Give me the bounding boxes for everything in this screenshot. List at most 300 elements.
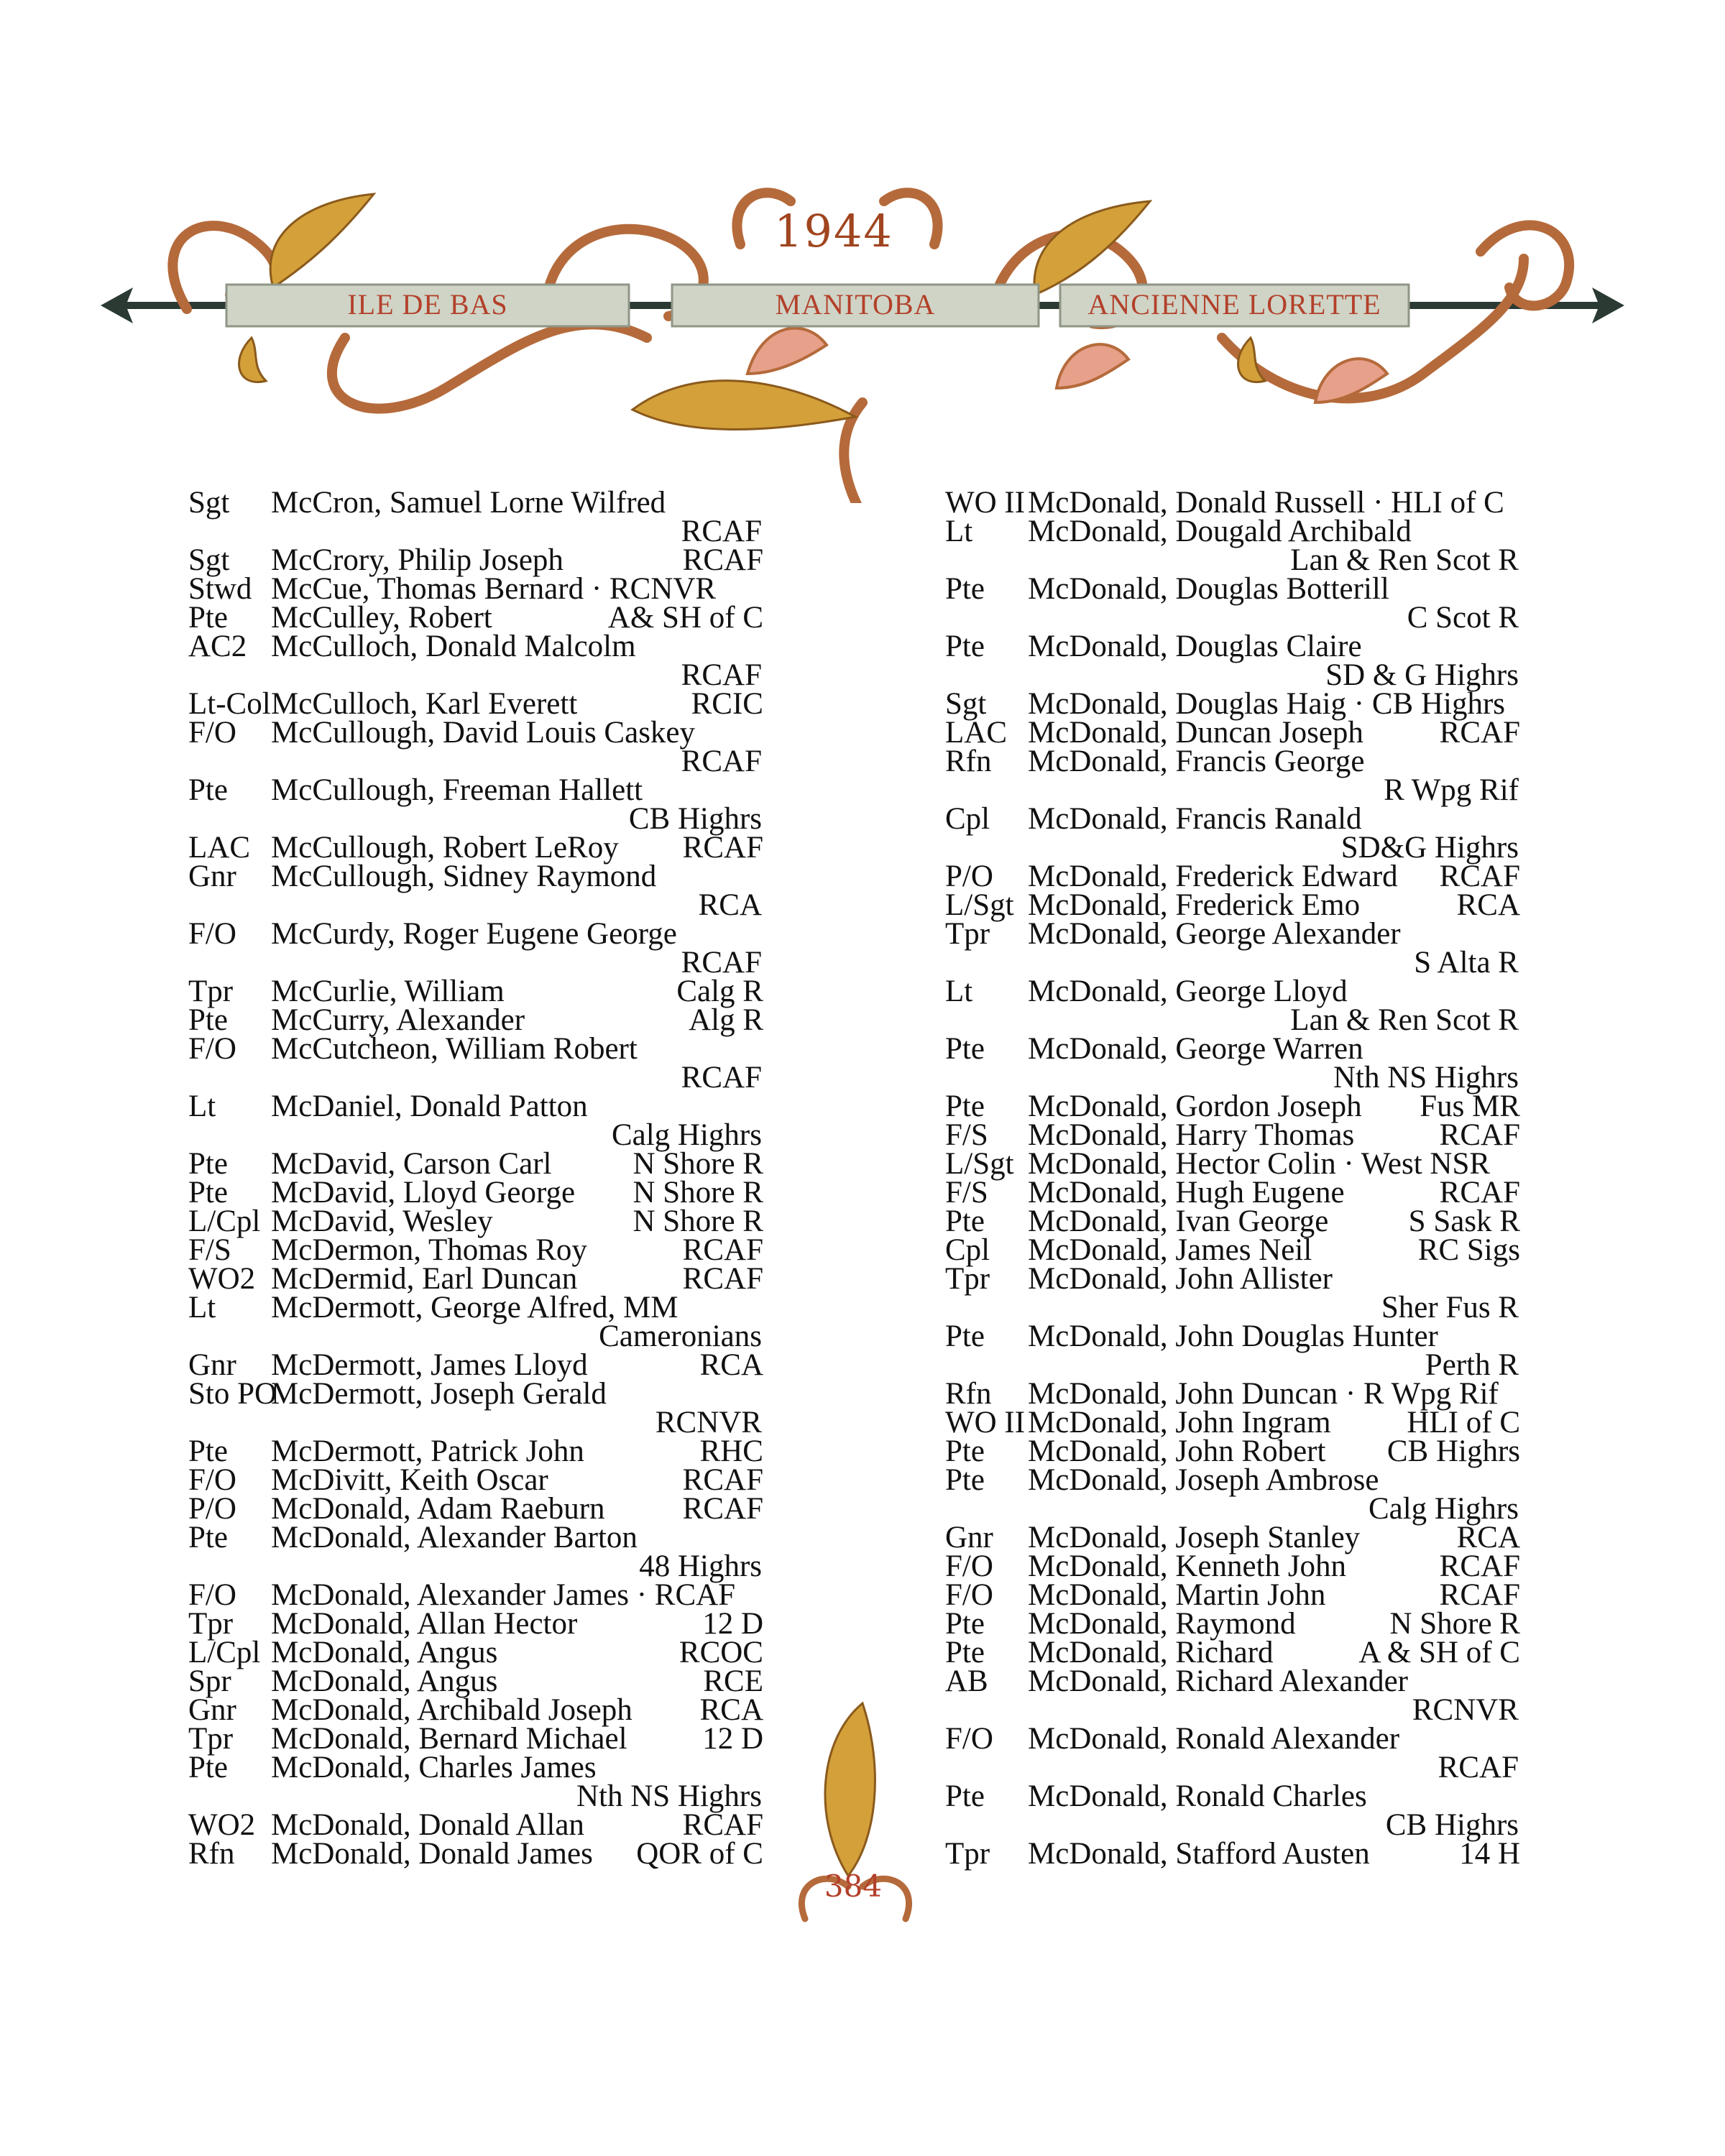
- roll-entry: [945, 517, 1520, 575]
- entry-rank: F/S: [945, 1176, 988, 1210]
- entry-unit: [1513, 1667, 1520, 1696]
- bottom-horn: [825, 1703, 875, 1876]
- entry-name: McDonald, Donald Russell · HLI of C: [1028, 486, 1504, 520]
- entry-name: McCullough, Freeman Hallett: [271, 773, 643, 807]
- page-ornament: [776, 1696, 934, 1940]
- entry-unit: [756, 1092, 763, 1121]
- entry-rank: WO2: [188, 1262, 256, 1296]
- roll-entry: [188, 773, 763, 836]
- entry-unit: RCAF: [682, 1262, 763, 1296]
- entry-unit: [756, 575, 763, 604]
- entry-name: McDonald, George Lloyd: [1028, 975, 1348, 1008]
- entry-name: McDonald, George Alexander: [1028, 917, 1401, 951]
- entry-rank: Pte: [945, 1089, 985, 1123]
- entry-name: McCulloch, Donald Malcolm: [271, 630, 636, 663]
- entry-rank: Lt: [188, 1089, 216, 1123]
- entry-unit: [1513, 920, 1520, 949]
- entry-rank: Pte: [945, 1636, 985, 1669]
- roll-entry: [188, 1377, 763, 1439]
- roll-entry: [188, 601, 763, 635]
- entry-rank: Pte: [945, 630, 985, 663]
- roll-entry: [188, 1089, 763, 1152]
- fleur-left: [239, 338, 266, 382]
- roll-entry: [945, 1463, 1520, 1526]
- entry-rank: Pte: [188, 773, 228, 807]
- roll-entry: [188, 1291, 763, 1353]
- entry-rank: Tpr: [188, 1607, 234, 1641]
- entry-name: McCullough, Sidney Raymond: [271, 860, 657, 893]
- entry-name: McCurdy, Roger Eugene George: [271, 917, 677, 951]
- roll-entry: [188, 1434, 763, 1468]
- entry-rank: Pte: [945, 1607, 985, 1641]
- roll-entry: [945, 1521, 1520, 1554]
- entry-name: McDonald, Ivan George: [1028, 1204, 1329, 1238]
- roll-entry: [188, 862, 763, 920]
- entry-unit: RCAF: [682, 543, 763, 577]
- roll-entry: [188, 1751, 763, 1813]
- roll-entry: [945, 747, 1520, 805]
- roll-entry: [188, 1233, 763, 1267]
- roll-entry: [188, 1607, 763, 1641]
- entry-name: McDonald, Raymond: [1028, 1607, 1296, 1641]
- entry-name: McDonald, Harry Thomas: [1028, 1118, 1355, 1152]
- entry-unit: N Shore R: [1389, 1607, 1520, 1641]
- entry-rank: L/Cpl: [188, 1204, 261, 1238]
- entry-rank: F/S: [188, 1233, 231, 1267]
- roll-entry: [188, 1176, 763, 1210]
- entry-name: McDonald, Douglas Claire: [1028, 630, 1362, 663]
- entry-unit: HLI of C: [1407, 1406, 1520, 1439]
- red-leaf-1: [748, 328, 827, 374]
- entry-unit: [1513, 1466, 1520, 1495]
- entry-name: McCurlie, William: [271, 975, 505, 1008]
- entry-name: McDonald, Adam Raeburn: [271, 1492, 605, 1526]
- entry-rank: Lt: [945, 515, 973, 548]
- entry-unit-continued: CB Highrs: [1385, 1808, 1519, 1842]
- entry-unit-continued: RCA: [698, 888, 762, 922]
- entry-name: McDavid, Carson Carl: [271, 1147, 552, 1181]
- roll-entry: [945, 1722, 1520, 1784]
- entry-rank: Tpr: [188, 975, 234, 1008]
- entry-name: McDonald, Archibald Joseph: [271, 1693, 632, 1727]
- entry-unit: RCAF: [682, 1492, 763, 1526]
- entry-unit: [1513, 977, 1520, 1006]
- roll-entry: [188, 1147, 763, 1181]
- entry-name: McCulley, Robert: [271, 601, 492, 635]
- roll-entry: [188, 1492, 763, 1526]
- entry-unit: [1513, 805, 1520, 834]
- entry-unit: [1513, 1725, 1520, 1754]
- entry-rank: LAC: [188, 831, 250, 865]
- roll-entry: [945, 687, 1520, 721]
- ribbon-label-manitoba: MANITOBA: [775, 288, 936, 321]
- entry-name: McDermott, Joseph Gerald: [271, 1377, 607, 1411]
- entry-rank: Cpl: [945, 802, 990, 836]
- roll-entry: [945, 1204, 1520, 1238]
- roll-entry: [188, 1521, 763, 1583]
- roll-entry: [188, 543, 763, 577]
- roll-entry: [945, 1578, 1520, 1612]
- entry-unit-continued: RCNVR: [1412, 1693, 1519, 1727]
- entry-unit-continued: RCNVR: [655, 1406, 762, 1439]
- ribbon-label-ancienne-lorette: ANCIENNE LORETTE: [1087, 288, 1381, 321]
- entry-unit: [756, 1754, 763, 1782]
- entry-unit: 12 D: [702, 1607, 763, 1641]
- entry-name: McDonald, Martin John: [1028, 1578, 1326, 1612]
- entry-name: McDonald, Gordon Joseph: [1028, 1089, 1362, 1123]
- roll-entry: [945, 862, 1520, 891]
- roll-entry: [945, 486, 1520, 520]
- entry-unit-continued: RCAF: [681, 1061, 762, 1095]
- entry-unit: [1513, 517, 1520, 546]
- entry-unit: [756, 719, 763, 747]
- roll-entry: [945, 1233, 1520, 1267]
- entry-unit-continued: RCAF: [681, 515, 762, 548]
- entry-rank: F/O: [945, 1578, 993, 1612]
- entry-rank: Pte: [945, 1319, 985, 1353]
- roll-entry: [945, 1377, 1520, 1411]
- roll-entry: [945, 1664, 1520, 1727]
- entry-name: McCrory, Philip Joseph: [271, 543, 564, 577]
- entry-rank: WO II: [945, 486, 1026, 520]
- entry-rank: Pte: [188, 601, 228, 635]
- entry-rank: F/O: [188, 1463, 236, 1497]
- entry-rank: P/O: [188, 1492, 236, 1526]
- entry-name: McCullough, Robert LeRoy: [271, 831, 619, 865]
- entry-name: McDermon, Thomas Roy: [271, 1233, 587, 1267]
- entry-name: McDonald, Frederick Edward: [1028, 860, 1398, 893]
- roll-entry: [945, 977, 1520, 1035]
- roll-entry: [188, 1808, 763, 1842]
- entry-rank: Rfn: [945, 745, 992, 778]
- entry-rank: Lt: [945, 975, 973, 1008]
- entry-name: McCulloch, Karl Everett: [271, 687, 578, 721]
- cornucopia-horn: [632, 381, 855, 430]
- entry-rank: LAC: [945, 716, 1007, 750]
- entry-unit: RCAF: [1439, 716, 1520, 750]
- entry-unit-continued: Lan & Ren Scot R: [1290, 1003, 1519, 1037]
- entry-name: McDonald, Francis George: [1028, 745, 1365, 778]
- entry-rank: Gnr: [945, 1521, 993, 1554]
- entry-unit: N Shore R: [632, 1147, 763, 1181]
- entry-unit: QOR of C: [636, 1837, 763, 1871]
- roll-entry: [945, 802, 1520, 865]
- entry-unit: RCE: [703, 1664, 763, 1698]
- red-leaf-2: [1057, 344, 1128, 388]
- entry-unit-continued: Calg Highrs: [611, 1118, 762, 1152]
- entry-unit: RCAF: [682, 1808, 763, 1842]
- entry-unit: RCAF: [682, 1463, 763, 1497]
- entry-unit: RCOC: [678, 1636, 763, 1669]
- entry-unit: [756, 489, 763, 517]
- entry-rank: Pte: [945, 1032, 985, 1066]
- entry-rank: F/O: [188, 917, 236, 951]
- entry-name: McDonald, Joseph Stanley: [1028, 1521, 1361, 1554]
- entry-unit: RC Sigs: [1417, 1233, 1520, 1267]
- entry-unit: RCA: [1456, 888, 1520, 922]
- entry-rank: Pte: [188, 1176, 228, 1210]
- entry-unit: [1513, 575, 1520, 604]
- entry-rank: Pte: [188, 1434, 228, 1468]
- roll-entry: [188, 572, 763, 606]
- header-banner: [0, 0, 1725, 503]
- roll-entry: [945, 888, 1520, 922]
- roll-entry: [188, 1463, 763, 1497]
- entry-unit: 12 D: [702, 1722, 763, 1756]
- entry-unit: [756, 1524, 763, 1552]
- roll-entry: [188, 1837, 763, 1871]
- page-number: 384: [824, 1869, 883, 1904]
- entry-unit: N Shore R: [632, 1176, 763, 1210]
- entry-unit: RCAF: [682, 831, 763, 865]
- entry-unit: RCAF: [682, 1233, 763, 1267]
- roll-entry: [188, 486, 763, 548]
- entry-rank: Pte: [188, 1147, 228, 1181]
- entry-rank: Tpr: [188, 1722, 234, 1756]
- entry-rank: AB: [945, 1664, 988, 1698]
- entry-name: McDonald, Alexander Barton: [271, 1521, 638, 1554]
- roll-entry: [945, 917, 1520, 980]
- entry-name: McDermott, Patrick John: [271, 1434, 584, 1468]
- roll-entry: [945, 1118, 1520, 1152]
- entry-unit: [1513, 1380, 1520, 1409]
- entry-rank: F/O: [188, 1578, 236, 1612]
- roll-entry: [188, 917, 763, 980]
- roll-entry: [188, 1003, 763, 1037]
- roll-entry: [188, 687, 763, 721]
- entry-name: McDonald, Bernard Michael: [271, 1722, 627, 1756]
- entry-rank: Pte: [945, 1779, 985, 1813]
- entry-name: McDonald, John Robert: [1028, 1434, 1326, 1468]
- entry-unit-continued: Perth R: [1425, 1348, 1519, 1382]
- entry-rank: Rfn: [945, 1377, 992, 1411]
- entry-unit: RCAF: [1439, 1578, 1520, 1612]
- entry-rank: Pte: [945, 1463, 985, 1497]
- entry-rank: Gnr: [188, 860, 236, 893]
- wheat-leaf-right: [1034, 201, 1150, 295]
- entry-name: McDonald, James Neil: [1028, 1233, 1312, 1267]
- entry-name: McDonald, Richard: [1028, 1636, 1274, 1669]
- entry-unit-continued: RCAF: [681, 745, 762, 778]
- entry-name: McDonald, Douglas Botterill: [1028, 572, 1389, 606]
- entry-unit: [1513, 1322, 1520, 1351]
- entry-rank: Sgt: [188, 543, 230, 577]
- entry-name: McDonald, Allan Hector: [271, 1607, 578, 1641]
- roll-entry: [945, 1549, 1520, 1583]
- entry-name: McDermid, Earl Duncan: [271, 1262, 578, 1296]
- entry-name: McDonald, Kenneth John: [1028, 1549, 1347, 1583]
- entry-rank: Sgt: [945, 687, 987, 721]
- entry-name: McDonald, John Ingram: [1028, 1406, 1331, 1439]
- entry-unit: A& SH of C: [607, 601, 763, 635]
- entry-rank: Pte: [945, 1204, 985, 1238]
- entry-name: McDonald, Hector Colin · West NSR: [1028, 1147, 1491, 1181]
- roll-entry: [188, 1578, 763, 1612]
- entry-unit: [1513, 747, 1520, 776]
- roll-entry: [945, 1406, 1520, 1439]
- entry-unit: CB Highrs: [1386, 1434, 1520, 1468]
- entry-unit-continued: Sher Fus R: [1381, 1291, 1519, 1325]
- roll-entry: [945, 716, 1520, 750]
- entry-unit: RCAF: [1439, 860, 1520, 893]
- entry-name: McDonald, Joseph Ambrose: [1028, 1463, 1379, 1497]
- entry-name: McDivitt, Keith Oscar: [271, 1463, 548, 1497]
- entry-rank: Pte: [188, 1521, 228, 1554]
- roll-entry: [188, 1032, 763, 1095]
- entry-name: McDonald, Donald Allan: [271, 1808, 584, 1842]
- entry-unit: Calg R: [676, 975, 763, 1008]
- roll-entry: [188, 1693, 763, 1727]
- entry-unit: RCA: [699, 1693, 763, 1727]
- entry-rank: F/O: [188, 1032, 236, 1066]
- entry-rank: F/O: [945, 1722, 993, 1756]
- entry-name: McDonald, Angus: [271, 1664, 498, 1698]
- entry-rank: Lt-Col: [188, 687, 271, 721]
- entry-unit-continued: SD & G Highrs: [1325, 658, 1519, 692]
- wheat-leaf-left: [270, 194, 374, 287]
- roll-entry: [945, 1262, 1520, 1325]
- entry-name: McCron, Samuel Lorne Wilfred: [271, 486, 666, 520]
- entry-name: McDonald, John Douglas Hunter: [1028, 1319, 1438, 1353]
- entry-name: McDavid, Wesley: [271, 1204, 493, 1238]
- entry-unit: [756, 862, 763, 891]
- roll-entry: [945, 1837, 1520, 1871]
- entry-rank: Gnr: [188, 1348, 236, 1382]
- entry-unit: [1513, 489, 1520, 517]
- roll-entry: [188, 1722, 763, 1756]
- entry-unit-continued: 48 Highrs: [639, 1549, 762, 1583]
- roll-entry: [945, 1779, 1520, 1842]
- roll-entry: [945, 572, 1520, 635]
- entry-name: McDonald, John Duncan · R Wpg Rif: [1028, 1377, 1499, 1411]
- roll-entry: [945, 1032, 1520, 1095]
- entry-rank: WO II: [945, 1406, 1026, 1439]
- entry-unit: [756, 1581, 763, 1610]
- roll-entry: [188, 1262, 763, 1296]
- roll-entry: [945, 1607, 1520, 1641]
- entry-rank: Tpr: [945, 917, 990, 951]
- entry-rank: Pte: [188, 1003, 228, 1037]
- roll-entry: [188, 1636, 763, 1669]
- entry-rank: Rfn: [188, 1837, 235, 1871]
- entry-name: McDonald, Ronald Charles: [1028, 1779, 1367, 1813]
- entry-name: McDonald, John Allister: [1028, 1262, 1333, 1296]
- entry-unit-continued: RCAF: [681, 658, 762, 692]
- entry-unit: A & SH of C: [1358, 1636, 1520, 1669]
- entry-unit: RCA: [1456, 1521, 1520, 1554]
- entry-unit: [1513, 1035, 1520, 1064]
- entry-rank: Pte: [945, 1434, 985, 1468]
- entry-name: McDermott, James Lloyd: [271, 1348, 588, 1382]
- entry-unit: [756, 920, 763, 949]
- entry-unit-continued: C Scot R: [1407, 601, 1519, 635]
- roll-entry: [188, 716, 763, 778]
- roll-entry: [945, 1147, 1520, 1181]
- entry-unit: S Sask R: [1408, 1204, 1520, 1238]
- entry-unit: [1513, 690, 1520, 719]
- entry-rank: L/Cpl: [188, 1636, 261, 1669]
- entry-name: McDonald, Charles James: [271, 1751, 597, 1784]
- entry-unit: [756, 1035, 763, 1064]
- entry-name: McDavid, Lloyd George: [271, 1176, 576, 1210]
- entry-name: McDonald, George Warren: [1028, 1032, 1363, 1066]
- entry-name: McDonald, Stafford Austen: [1028, 1837, 1370, 1871]
- entry-rank: F/S: [945, 1118, 988, 1152]
- entry-rank: Pte: [188, 1751, 228, 1784]
- entry-rank: L/Sgt: [945, 1147, 1014, 1181]
- ribbon-label-ile-de-bas: ILE DE BAS: [347, 288, 508, 321]
- entry-unit: RCAF: [1439, 1549, 1520, 1583]
- entry-unit: [756, 776, 763, 805]
- entry-rank: L/Sgt: [945, 888, 1014, 922]
- entry-rank: Stwd: [188, 572, 252, 606]
- entry-name: McDonald, Dougald Archibald: [1028, 515, 1412, 548]
- entry-unit-continued: Nth NS Highrs: [1333, 1061, 1519, 1095]
- roll-entry: [188, 831, 763, 865]
- entry-name: McDonald, Angus: [271, 1636, 498, 1669]
- entry-name: McDonald, Hugh Eugene: [1028, 1176, 1345, 1210]
- entry-unit-continued: RCAF: [681, 946, 762, 980]
- roll-entry: [188, 1204, 763, 1238]
- entry-unit: [1513, 632, 1520, 661]
- entry-unit: RCAF: [1439, 1176, 1520, 1210]
- entry-unit-continued: Calg Highrs: [1368, 1492, 1519, 1526]
- entry-unit: RCAF: [1439, 1118, 1520, 1152]
- roll-entry: [945, 632, 1520, 690]
- roll-entry: [945, 1434, 1520, 1468]
- entry-unit: [1513, 1782, 1520, 1811]
- entry-unit: [1513, 1150, 1520, 1179]
- entry-rank: WO2: [188, 1808, 256, 1842]
- entry-name: McCutcheon, William Robert: [271, 1032, 638, 1066]
- entry-rank: Pte: [945, 572, 985, 606]
- entry-name: McDonald, Ronald Alexander: [1028, 1722, 1400, 1756]
- entry-rank: F/O: [945, 1549, 993, 1583]
- fleur-right: [1238, 338, 1265, 382]
- entry-unit-continued: Cameronians: [599, 1319, 762, 1353]
- entry-unit-continued: R Wpg Rif: [1384, 773, 1519, 807]
- entry-unit-continued: Nth NS Highrs: [576, 1779, 762, 1813]
- entry-name: McCue, Thomas Bernard · RCNVR: [271, 572, 717, 606]
- entry-rank: Gnr: [188, 1693, 236, 1727]
- entry-name: McDonald, Francis Ranald: [1028, 802, 1362, 836]
- entry-name: McDonald, Frederick Emo: [1028, 888, 1361, 922]
- entry-unit-continued: S Alta R: [1414, 946, 1519, 980]
- entry-name: McDonald, Douglas Haig · CB Highrs: [1028, 687, 1506, 721]
- entry-unit: RCIC: [691, 687, 763, 721]
- entry-rank: Sto PO: [188, 1377, 277, 1411]
- entry-name: McDonald, Alexander James · RCAF: [271, 1578, 736, 1612]
- entry-unit: Fus MR: [1420, 1089, 1520, 1123]
- entry-name: McCurry, Alexander: [271, 1003, 525, 1037]
- entry-rank: Spr: [188, 1664, 231, 1698]
- entry-rank: Lt: [188, 1291, 216, 1325]
- entry-unit-continued: Lan & Ren Scot R: [1290, 543, 1519, 577]
- entry-rank: Sgt: [188, 486, 230, 520]
- entry-name: McDonald, Donald James: [271, 1837, 593, 1871]
- entry-unit: Alg R: [689, 1003, 763, 1037]
- entry-rank: F/O: [188, 716, 236, 750]
- roll-entry: [188, 1664, 763, 1698]
- entry-unit: RCA: [699, 1348, 763, 1382]
- entry-rank: Tpr: [945, 1837, 990, 1871]
- entry-rank: Tpr: [945, 1262, 990, 1296]
- year-heading: 1944: [774, 205, 893, 257]
- entry-name: McDaniel, Donald Patton: [271, 1089, 588, 1123]
- roll-entry: [188, 632, 763, 690]
- entry-unit: 14 H: [1459, 1837, 1520, 1871]
- entry-unit: [756, 632, 763, 661]
